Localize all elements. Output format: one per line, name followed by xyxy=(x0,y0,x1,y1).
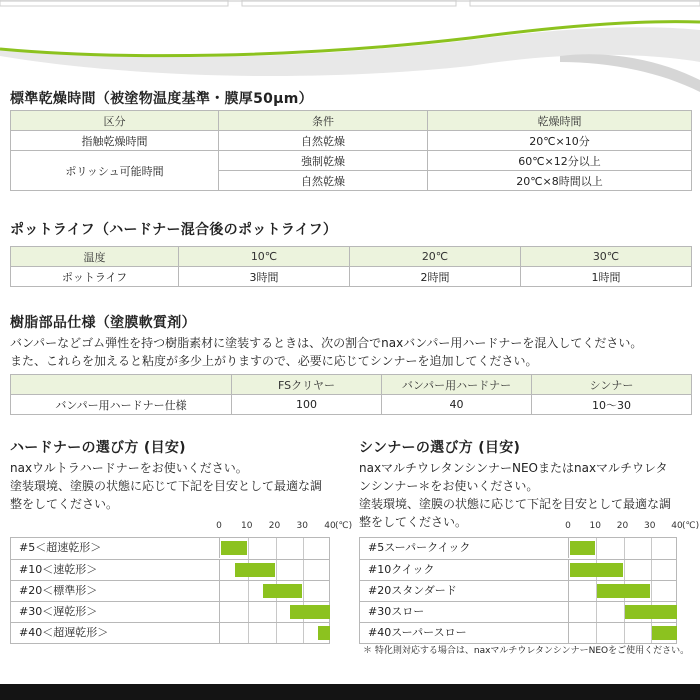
hardener-range-label: #40＜超遅乾形＞ xyxy=(11,623,220,643)
thinner-range-row xyxy=(360,580,676,601)
hardener-range-row xyxy=(11,538,329,559)
thinner-scale-unit: (℃) xyxy=(682,521,700,531)
hardener-gridline xyxy=(276,560,277,580)
potlife-table xyxy=(10,246,692,287)
resin-cell-value: 10〜30 xyxy=(532,395,692,415)
resin-header-empty xyxy=(11,375,232,395)
thinner-note-line: naxマルチウレタンシンナーNEOまたはnaxマルチウレタ xyxy=(359,461,668,475)
resin-row-label: バンパー用ハードナー仕様 xyxy=(11,395,232,415)
thinner-gridline xyxy=(651,560,652,580)
potlife-title: ポットライフ（ハードナー混合後のポットライフ） xyxy=(10,222,338,238)
thinner-range-label: #10クイック xyxy=(360,560,569,580)
resin-description-line: バンパーなどゴム弾性を持つ樹脂素材に塗装するときは、次の割合でnaxバンパー用ハードナーを混入してください。 xyxy=(10,336,643,350)
potlife-header-temp: 20℃ xyxy=(350,247,521,267)
thinner-range-label: #20スタンダード xyxy=(360,581,569,601)
drying-time-table xyxy=(10,110,692,191)
hardener-range-label: #20＜標準形＞ xyxy=(11,581,220,601)
hardener-range-bar xyxy=(318,626,330,640)
thinner-range-table xyxy=(359,537,677,644)
potlife-header-temp: 30℃ xyxy=(521,247,692,267)
hardener-scale-tick: 10 xyxy=(241,521,253,531)
drying-cell-condition: 自然乾燥 xyxy=(219,131,428,151)
thinner-gridline xyxy=(624,560,625,580)
hardener-range-label: #10＜速乾形＞ xyxy=(11,560,220,580)
hardener-range-table xyxy=(10,537,330,644)
potlife-cell-value: 3時間 xyxy=(179,267,350,287)
thinner-gridline xyxy=(651,581,652,601)
hardener-temperature-scale xyxy=(10,521,353,535)
thinner-scale-tick: 20 xyxy=(616,521,629,531)
drying-cell-time: 60℃×12分以上 xyxy=(428,151,692,171)
drying-cell-condition: 強制乾燥 xyxy=(219,151,428,171)
resin-spec-title: 樹脂部品仕様（塗膜軟質剤） xyxy=(10,315,196,331)
drying-cell-time: 20℃×8時間以上 xyxy=(428,171,692,191)
hardener-range-label: #5＜超速乾形＞ xyxy=(11,538,220,558)
thinner-note-line: 整をしてください。 xyxy=(359,515,468,529)
thinner-range-label: #5スーパークイック xyxy=(360,538,569,558)
thinner-gridline xyxy=(624,538,625,559)
hardener-range-row xyxy=(11,580,329,601)
hardener-range-bar xyxy=(290,605,330,619)
thinner-range-label: #40スーパースロー xyxy=(360,623,569,643)
hardener-range-bar xyxy=(235,563,275,577)
thinner-gridline xyxy=(624,623,625,643)
thinner-range-bar xyxy=(652,626,677,640)
resin-header-hardener: バンパー用ハードナー xyxy=(382,375,532,395)
resin-cell-value: 40 xyxy=(382,395,532,415)
thinner-gridline xyxy=(651,538,652,559)
drying-time-title: 標準乾燥時間（被塗物温度基準・膜厚50μm） xyxy=(10,91,313,107)
potlife-cell-value: 1時間 xyxy=(521,267,692,287)
hardener-guide-title: ハードナーの選び方 (目安) xyxy=(10,440,186,456)
drying-cell-time: 20℃×10分 xyxy=(428,131,692,151)
drying-header-condition: 条件 xyxy=(219,111,428,131)
hardener-scale-tick: 30 xyxy=(296,521,308,531)
hardener-gridline xyxy=(276,623,277,643)
drying-cell-category: 指触乾燥時間 xyxy=(11,131,219,151)
hardener-note-line: 塗装環境、塗膜の状態に応じて下記を目安として最適な調 xyxy=(10,479,323,493)
thinner-guide-title: シンナーの選び方 (目安) xyxy=(359,440,521,456)
drying-header-category: 区分 xyxy=(11,111,219,131)
decorative-swoosh xyxy=(0,0,700,92)
thinner-range-label: #30スロー xyxy=(360,602,569,622)
potlife-cell-value: 2時間 xyxy=(350,267,521,287)
resin-header-clear: FSクリヤー xyxy=(232,375,382,395)
hardener-gridline xyxy=(248,623,249,643)
hardener-gridline xyxy=(276,602,277,622)
thinner-gridline xyxy=(596,623,597,643)
thinner-scale-tick: 40 xyxy=(671,521,683,531)
hardener-gridline xyxy=(248,602,249,622)
resin-spec-table xyxy=(10,374,692,415)
hardener-gridline xyxy=(248,581,249,601)
thinner-range-bar xyxy=(625,605,678,619)
thinner-range-bar xyxy=(570,563,623,577)
resin-header-thinner: シンナー xyxy=(532,375,692,395)
thinner-range-row xyxy=(360,622,676,643)
hardener-scale-unit: (℃) xyxy=(335,521,353,531)
thinner-footnote: ＊ 特化則対応する場合は、naxマルチウレタンシンナーNEOをご使用ください。 xyxy=(363,646,690,656)
hardener-note-line: naxウルトラハードナーをお使いください。 xyxy=(10,461,248,475)
hardener-scale-tick: 40 xyxy=(324,521,336,531)
thinner-range-row xyxy=(360,601,676,622)
hardener-range-bar xyxy=(221,541,247,555)
hardener-range-row xyxy=(11,601,329,622)
bottom-strip xyxy=(0,684,700,700)
hardener-note-line: 整をしてください。 xyxy=(10,497,119,511)
resin-description-line: また、これらを加えると粘度が多少上がりますので、必要に応じてシンナーを追加してください。 xyxy=(10,354,538,368)
thinner-scale-tick: 0 xyxy=(565,521,571,531)
thinner-range-bar xyxy=(570,541,595,555)
drying-header-time: 乾燥時間 xyxy=(428,111,692,131)
thinner-temperature-scale xyxy=(359,521,700,535)
thinner-range-bar xyxy=(597,584,650,598)
thinner-range-row xyxy=(360,538,676,559)
hardener-gridline xyxy=(303,623,304,643)
thinner-note-line: ンシンナー＊をお使いください。 xyxy=(359,479,539,493)
hardener-gridline xyxy=(303,560,304,580)
hardener-scale-tick: 20 xyxy=(268,521,281,531)
drying-cell-condition: 自然乾燥 xyxy=(219,171,428,191)
hardener-scale-tick: 0 xyxy=(216,521,222,531)
thinner-gridline xyxy=(596,602,597,622)
thinner-scale-tick: 10 xyxy=(589,521,601,531)
thinner-note-line: 塗装環境、塗膜の状態に応じて下記を目安として最適な調 xyxy=(359,497,672,511)
hardener-gridline xyxy=(303,581,304,601)
hardener-range-row xyxy=(11,622,329,643)
potlife-row-label: ポットライフ xyxy=(11,267,179,287)
thinner-scale-tick: 30 xyxy=(644,521,656,531)
hardener-range-label: #30＜遅乾形＞ xyxy=(11,602,220,622)
drying-cell-category: ポリッシュ可能時間 xyxy=(11,151,219,191)
hardener-gridline xyxy=(248,538,249,559)
hardener-range-bar xyxy=(263,584,303,598)
thinner-gridline xyxy=(596,538,597,559)
hardener-gridline xyxy=(276,538,277,559)
hardener-gridline xyxy=(303,538,304,559)
potlife-header-temp: 10℃ xyxy=(179,247,350,267)
thinner-range-row xyxy=(360,559,676,580)
resin-cell-value: 100 xyxy=(232,395,382,415)
potlife-header-label: 温度 xyxy=(11,247,179,267)
hardener-range-row xyxy=(11,559,329,580)
